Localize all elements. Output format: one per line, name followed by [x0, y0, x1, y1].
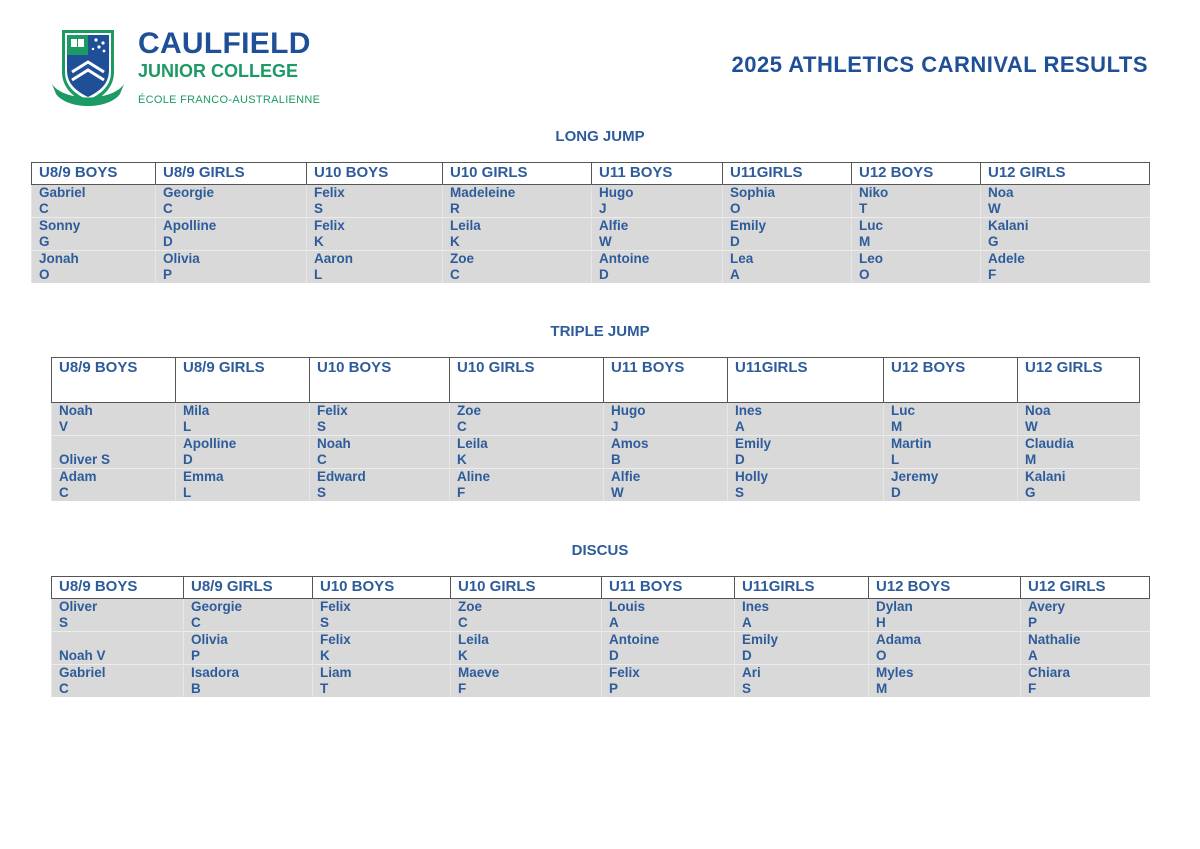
result-cell	[32, 251, 156, 284]
athlete-surname-initial: M	[891, 419, 903, 434]
column-header-u10-boys: U10 BOYS	[313, 577, 451, 599]
result-cell	[1021, 665, 1150, 698]
athlete-first-name: Oliver	[59, 599, 98, 614]
result-cell	[602, 665, 735, 698]
result-cell	[1018, 436, 1140, 469]
athlete-first-name: Isadora	[191, 665, 240, 680]
result-cell	[884, 436, 1018, 469]
athlete-surname-initial: C	[317, 452, 327, 467]
athlete-first-name: Noah	[59, 403, 93, 418]
result-cell	[884, 469, 1018, 502]
athlete-first-name: Luc	[859, 218, 884, 233]
athlete-surname-initial: C	[450, 267, 460, 282]
result-cell	[450, 469, 604, 502]
result-cell	[443, 251, 592, 284]
athlete-surname-initial: C	[191, 615, 201, 630]
athlete-first-name: Zoe	[450, 251, 475, 266]
athlete-first-name: Olivia	[191, 632, 228, 647]
athlete-first-name: Alfie	[611, 469, 641, 484]
athlete-first-name: Dylan	[876, 599, 913, 614]
result-cell	[52, 469, 176, 502]
athlete-surname-initial: D	[735, 452, 745, 467]
athlete-first-name: Gabriel	[59, 665, 106, 680]
athlete-first-name: Zoe	[457, 403, 482, 418]
athlete-first-name: Noa	[988, 185, 1014, 200]
athlete-surname-initial: W	[599, 234, 612, 249]
result-cell	[1021, 599, 1150, 632]
school-crest-logo	[50, 28, 126, 110]
document-title: 2025 ATHLETICS CARNIVAL RESULTS	[731, 52, 1148, 77]
table-row	[32, 251, 1150, 284]
athlete-surname-initial: D	[730, 234, 740, 249]
athlete-surname-initial: Noah V	[59, 648, 106, 663]
athlete-first-name: Felix	[314, 218, 345, 233]
athlete-first-name: Adam	[59, 469, 97, 484]
school-name-line2: JUNIOR COLLEGE	[138, 61, 299, 81]
column-header-u10-girls: U10 GIRLS	[450, 358, 604, 403]
athlete-surname-initial: D	[163, 234, 173, 249]
column-header-u10-girls: U10 GIRLS	[443, 163, 592, 185]
column-header-u12-boys: U12 BOYS	[884, 358, 1018, 403]
athlete-first-name: Jeremy	[891, 469, 939, 484]
column-header-u8-9-girls: U8/9 GIRLS	[156, 163, 307, 185]
column-header-u11-boys: U11 BOYS	[602, 577, 735, 599]
result-cell	[52, 436, 176, 469]
column-header-u12-girls: U12 GIRLS	[981, 163, 1150, 185]
table-row	[32, 185, 1150, 218]
athlete-surname-initial: D	[891, 485, 901, 500]
athlete-first-name: Kalani	[988, 218, 1029, 233]
athlete-first-name: Ari	[742, 665, 761, 680]
table-row	[52, 403, 1140, 436]
athlete-surname-initial: S	[317, 419, 327, 434]
athlete-surname-initial: B	[191, 681, 201, 696]
result-cell	[592, 185, 723, 218]
athlete-surname-initial: O	[859, 267, 870, 282]
athlete-surname-initial: Oliver S	[59, 452, 111, 467]
result-cell	[52, 665, 184, 698]
athlete-surname-initial: K	[457, 452, 467, 467]
athlete-first-name: Hugo	[599, 185, 634, 200]
athlete-surname-initial: S	[320, 615, 330, 630]
athlete-surname-initial: R	[450, 201, 460, 216]
athlete-first-name: Leila	[457, 436, 488, 451]
result-cell	[852, 218, 981, 251]
athlete-surname-initial: S	[317, 485, 327, 500]
table-row	[52, 599, 1150, 632]
athlete-surname-initial: D	[742, 648, 752, 663]
athlete-surname-initial: F	[457, 485, 466, 500]
athlete-first-name: Kalani	[1025, 469, 1066, 484]
athlete-surname-initial: B	[611, 452, 621, 467]
athlete-surname-initial: M	[876, 681, 888, 696]
athlete-surname-initial: D	[183, 452, 193, 467]
athlete-surname-initial: O	[876, 648, 887, 663]
column-header-u8-9-boys: U8/9 BOYS	[52, 358, 176, 403]
school-name-line1: CAULFIELD	[138, 27, 311, 60]
result-cell	[307, 218, 443, 251]
result-cell	[32, 218, 156, 251]
athlete-surname-initial: W	[611, 485, 624, 500]
athlete-first-name: Adele	[988, 251, 1025, 266]
athlete-first-name: Hugo	[611, 403, 646, 418]
athlete-surname-initial: K	[320, 648, 330, 663]
athlete-surname-initial: O	[39, 267, 50, 282]
athlete-surname-initial: P	[1028, 615, 1038, 630]
athlete-first-name: Aaron	[314, 251, 354, 266]
result-cell	[723, 218, 852, 251]
athlete-first-name: Holly	[735, 469, 769, 484]
result-cell	[451, 665, 602, 698]
results-table-triple-jump	[51, 357, 1140, 501]
column-header-u10-girls: U10 GIRLS	[451, 577, 602, 599]
athlete-surname-initial: G	[39, 234, 50, 249]
athlete-first-name: Noah	[317, 436, 351, 451]
column-header-u10-boys: U10 BOYS	[307, 163, 443, 185]
athlete-first-name: Georgie	[191, 599, 243, 614]
athlete-first-name: Zoe	[458, 599, 483, 614]
result-cell	[52, 632, 184, 665]
result-cell	[981, 251, 1150, 284]
athlete-surname-initial: H	[876, 615, 886, 630]
column-header-u8-9-girls: U8/9 GIRLS	[184, 577, 313, 599]
result-cell	[728, 436, 884, 469]
athlete-surname-initial: V	[59, 419, 69, 434]
athlete-first-name: Ines	[735, 403, 763, 418]
athlete-surname-initial: G	[1025, 485, 1036, 500]
athlete-surname-initial: J	[611, 419, 619, 434]
result-cell	[735, 665, 869, 698]
athlete-surname-initial: F	[458, 681, 467, 696]
athlete-first-name: Madeleine	[450, 185, 516, 200]
athlete-surname-initial: S	[742, 681, 752, 696]
result-cell	[884, 403, 1018, 436]
athlete-first-name: Felix	[320, 632, 351, 647]
athlete-first-name: Claudia	[1025, 436, 1074, 451]
athlete-surname-initial: T	[859, 201, 868, 216]
athlete-first-name: Felix	[314, 185, 345, 200]
athlete-surname-initial: A	[735, 419, 745, 434]
athlete-first-name: Nathalie	[1028, 632, 1081, 647]
athlete-surname-initial: L	[314, 267, 323, 282]
athlete-first-name: Ines	[742, 599, 770, 614]
column-header-u12-girls: U12 GIRLS	[1018, 358, 1140, 403]
result-cell	[450, 436, 604, 469]
athlete-surname-initial: M	[859, 234, 871, 249]
athlete-first-name: Myles	[876, 665, 914, 680]
result-cell	[869, 599, 1021, 632]
athlete-surname-initial: K	[314, 234, 324, 249]
athlete-surname-initial: A	[609, 615, 619, 630]
result-cell	[604, 436, 728, 469]
athlete-first-name: Noa	[1025, 403, 1051, 418]
athlete-surname-initial: L	[183, 419, 192, 434]
result-cell	[156, 185, 307, 218]
result-cell	[443, 218, 592, 251]
athlete-first-name: Sonny	[39, 218, 81, 233]
result-cell	[1021, 632, 1150, 665]
result-cell	[307, 185, 443, 218]
result-cell	[443, 185, 592, 218]
table-row	[32, 218, 1150, 251]
athlete-surname-initial: P	[163, 267, 173, 282]
result-cell	[1018, 403, 1140, 436]
column-header-u10-boys: U10 BOYS	[310, 358, 450, 403]
section-title-discus: DISCUS	[571, 542, 629, 559]
column-header-u11-boys: U11 BOYS	[604, 358, 728, 403]
athlete-surname-initial: A	[742, 615, 752, 630]
athlete-surname-initial: T	[320, 681, 329, 696]
result-cell	[852, 251, 981, 284]
athlete-first-name: Alfie	[599, 218, 629, 233]
athlete-first-name: Leila	[458, 632, 489, 647]
athlete-surname-initial: A	[1028, 648, 1038, 663]
athlete-first-name: Olivia	[163, 251, 200, 266]
athlete-first-name: Gabriel	[39, 185, 86, 200]
athlete-first-name: Sophia	[730, 185, 776, 200]
result-cell	[313, 632, 451, 665]
athlete-first-name: Apolline	[163, 218, 217, 233]
athlete-surname-initial: J	[599, 201, 607, 216]
athlete-surname-initial: O	[730, 201, 741, 216]
athlete-first-name: Emily	[742, 632, 779, 647]
result-cell	[310, 436, 450, 469]
athlete-surname-initial: A	[730, 267, 740, 282]
table-row	[52, 665, 1150, 698]
athlete-first-name: Emily	[730, 218, 767, 233]
result-cell	[602, 599, 735, 632]
athlete-surname-initial: M	[1025, 452, 1037, 467]
result-cell	[184, 665, 313, 698]
result-cell	[735, 599, 869, 632]
result-cell	[604, 469, 728, 502]
athlete-first-name	[59, 632, 176, 648]
athlete-surname-initial: S	[735, 485, 745, 500]
result-cell	[176, 469, 310, 502]
athlete-surname-initial: F	[1028, 681, 1037, 696]
athlete-surname-initial: W	[988, 201, 1001, 216]
column-header-u8-9-girls: U8/9 GIRLS	[176, 358, 310, 403]
athlete-first-name: Aline	[457, 469, 491, 484]
result-cell	[869, 632, 1021, 665]
result-cell	[852, 185, 981, 218]
athlete-surname-initial: W	[1025, 419, 1038, 434]
athlete-surname-initial: S	[59, 615, 69, 630]
result-cell	[451, 632, 602, 665]
athlete-first-name: Antoine	[599, 251, 650, 266]
athlete-first-name	[59, 436, 168, 452]
result-cell	[176, 436, 310, 469]
column-header-u12-girls: U12 GIRLS	[1021, 577, 1150, 599]
athlete-first-name: Jonah	[39, 251, 79, 266]
column-header-u11-boys: U11 BOYS	[592, 163, 723, 185]
column-header-u11girls: U11GIRLS	[735, 577, 869, 599]
result-cell	[728, 469, 884, 502]
result-cell	[604, 403, 728, 436]
athlete-first-name: Chiara	[1028, 665, 1071, 680]
athlete-first-name: Adama	[876, 632, 922, 647]
athlete-surname-initial: C	[39, 201, 49, 216]
athlete-first-name: Luc	[891, 403, 916, 418]
result-cell	[310, 403, 450, 436]
result-cell	[735, 632, 869, 665]
result-cell	[184, 599, 313, 632]
athlete-first-name: Emily	[735, 436, 772, 451]
result-cell	[981, 218, 1150, 251]
athlete-first-name: Avery	[1028, 599, 1066, 614]
result-cell	[592, 251, 723, 284]
section-title-long-jump: LONG JUMP	[555, 128, 645, 145]
athlete-surname-initial: P	[191, 648, 201, 663]
athlete-surname-initial: F	[988, 267, 997, 282]
result-cell	[450, 403, 604, 436]
athlete-first-name: Louis	[609, 599, 645, 614]
column-header-u12-boys: U12 BOYS	[869, 577, 1021, 599]
athlete-surname-initial: C	[457, 419, 467, 434]
table-row	[52, 436, 1140, 469]
school-tagline: ÉCOLE FRANCO-AUSTRALIENNE	[138, 94, 321, 106]
athlete-surname-initial: C	[163, 201, 173, 216]
athlete-first-name: Felix	[317, 403, 348, 418]
athlete-first-name: Apolline	[183, 436, 237, 451]
result-cell	[869, 665, 1021, 698]
athlete-first-name: Emma	[183, 469, 224, 484]
result-cell	[602, 632, 735, 665]
athlete-first-name: Felix	[320, 599, 351, 614]
athlete-surname-initial: C	[59, 681, 69, 696]
result-cell	[592, 218, 723, 251]
result-cell	[310, 469, 450, 502]
result-cell	[52, 403, 176, 436]
athlete-first-name: Lea	[730, 251, 754, 266]
athlete-first-name: Georgie	[163, 185, 215, 200]
athlete-first-name: Leo	[859, 251, 884, 266]
school-name-block	[138, 29, 320, 106]
column-header-u12-boys: U12 BOYS	[852, 163, 981, 185]
athlete-surname-initial: K	[450, 234, 460, 249]
athlete-first-name: Antoine	[609, 632, 660, 647]
result-cell	[451, 599, 602, 632]
result-cell	[184, 632, 313, 665]
table-row	[52, 469, 1140, 502]
section-title-triple-jump: TRIPLE JUMP	[550, 323, 650, 340]
athlete-surname-initial: C	[458, 615, 468, 630]
athlete-surname-initial: P	[609, 681, 619, 696]
result-cell	[1018, 469, 1140, 502]
athlete-first-name: Niko	[859, 185, 889, 200]
athlete-first-name: Maeve	[458, 665, 500, 680]
table-row	[52, 632, 1150, 665]
result-cell	[723, 251, 852, 284]
athlete-surname-initial: L	[891, 452, 900, 467]
athlete-first-name: Leila	[450, 218, 481, 233]
result-cell	[981, 185, 1150, 218]
column-header-u11girls: U11GIRLS	[728, 358, 884, 403]
result-cell	[156, 251, 307, 284]
athlete-surname-initial: K	[458, 648, 468, 663]
column-header-u11girls: U11GIRLS	[723, 163, 852, 185]
athlete-surname-initial: L	[183, 485, 192, 500]
athlete-surname-initial: G	[988, 234, 999, 249]
athlete-first-name: Amos	[611, 436, 649, 451]
athlete-surname-initial: C	[59, 485, 69, 500]
results-table-long-jump	[31, 162, 1150, 283]
result-cell	[52, 599, 184, 632]
result-cell	[156, 218, 307, 251]
result-cell	[313, 599, 451, 632]
athlete-first-name: Mila	[183, 403, 210, 418]
result-cell	[176, 403, 310, 436]
result-cell	[723, 185, 852, 218]
athlete-first-name: Liam	[320, 665, 352, 680]
column-header-u8-9-boys: U8/9 BOYS	[52, 577, 184, 599]
results-table-discus	[51, 576, 1150, 697]
athlete-first-name: Martin	[891, 436, 932, 451]
athlete-surname-initial: S	[314, 201, 324, 216]
athlete-surname-initial: D	[609, 648, 619, 663]
athlete-first-name: Felix	[609, 665, 640, 680]
athlete-surname-initial: D	[599, 267, 609, 282]
result-cell	[32, 185, 156, 218]
athlete-first-name: Edward	[317, 469, 366, 484]
result-cell	[728, 403, 884, 436]
result-cell	[307, 251, 443, 284]
column-header-u8-9-boys: U8/9 BOYS	[32, 163, 156, 185]
result-cell	[313, 665, 451, 698]
